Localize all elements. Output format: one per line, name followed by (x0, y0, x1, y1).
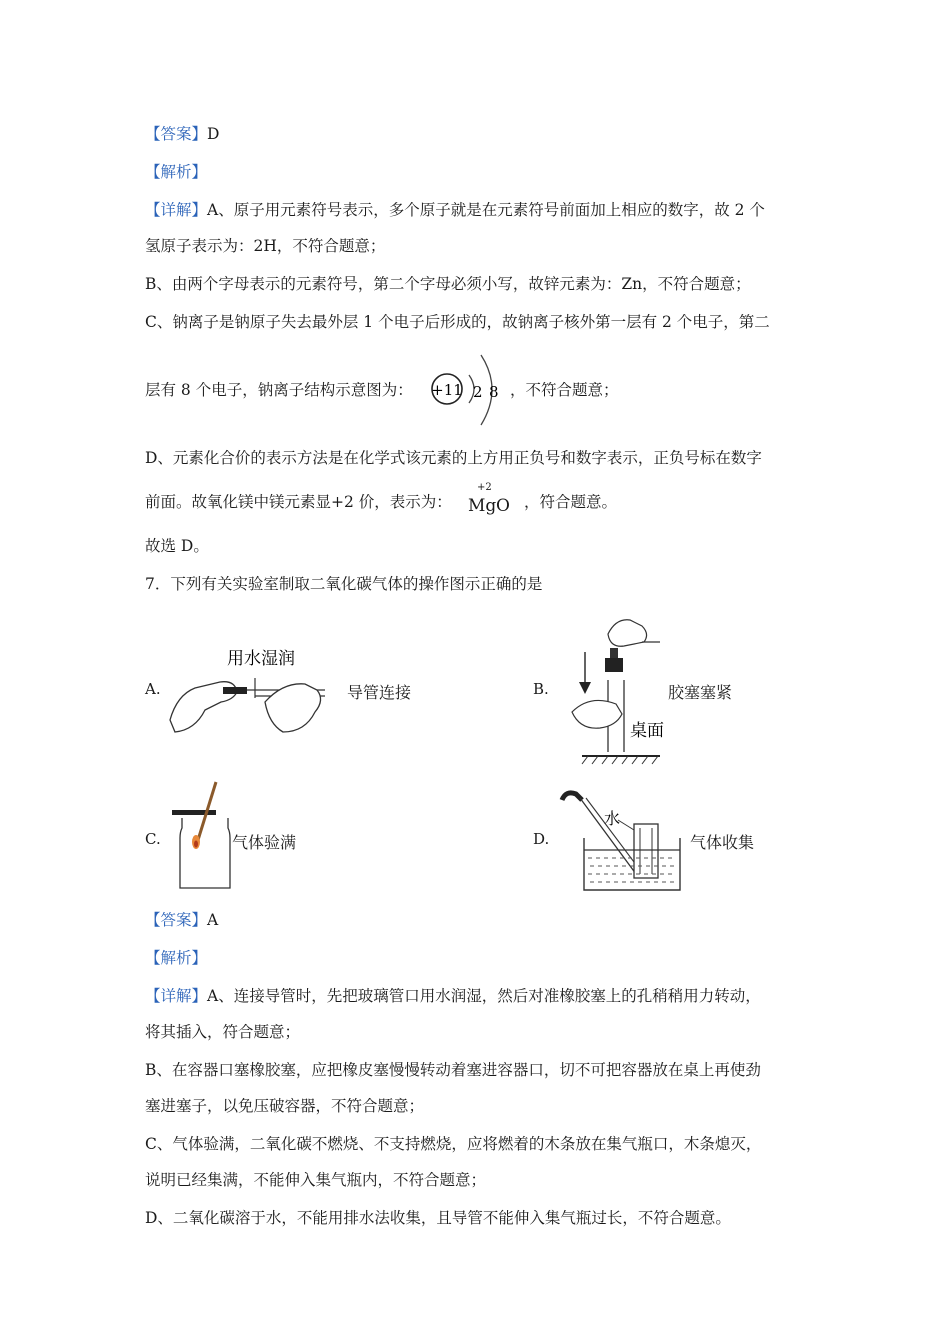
text-line: 说明已经集满，不能伸入集气瓶内，不符合题意； (145, 1171, 487, 1189)
text-line-mgo-suffix: ，符合题意。 (524, 493, 618, 511)
upper-hand (608, 620, 647, 646)
gas-bottle (180, 818, 230, 888)
option-c-letter: C. (145, 830, 161, 848)
rubber-tube (223, 687, 247, 694)
option-c-figure (168, 780, 238, 892)
option-b-letter: B. (533, 680, 549, 698)
text-line-na-suffix: ，不符合题意； (510, 381, 619, 399)
mgo-mg: Mg (468, 496, 497, 516)
shell2-electrons: 8 (489, 383, 499, 401)
question-7-stem: 7．下列有关实验室制取二氧化碳气体的操作图示正确的是 (145, 575, 543, 593)
right-hand (265, 684, 321, 732)
option-a-letter: A. (145, 680, 161, 698)
option-d-figure (552, 786, 687, 896)
option-a-caption: 导管连接 (347, 683, 412, 702)
analysis-tag: 【解析】 (145, 163, 208, 181)
text-line: C、气体验满，二氧化碳不燃烧、不支持燃烧，应将燃着的木条放在集气瓶口，木条熄灭， (145, 1135, 762, 1153)
option-a-figure (165, 640, 345, 740)
shell1-electrons: 2 (473, 383, 483, 401)
glass-plate (172, 810, 216, 815)
answer-line-q7 (145, 910, 218, 930)
option-b-figure (560, 612, 670, 770)
text-line: A、连接导管时，先把玻璃管口用水润湿，然后对准橡胶塞上的孔稍稍用力转动， (207, 987, 761, 1005)
detail-line (145, 200, 765, 220)
option-b-caption: 胶塞塞紧 (668, 683, 733, 702)
mgo-o: O (496, 496, 510, 516)
rubber-tube (562, 793, 582, 800)
mgo-charge: +2 (477, 482, 492, 493)
conclusion-line: 故选 D。 (145, 537, 209, 555)
answer-value: A (207, 911, 219, 929)
option-d-letter: D. (533, 830, 550, 848)
answer-tag: 【答案】 (145, 911, 208, 929)
stopper-top (610, 648, 618, 658)
text-line: 将其插入，符合题意； (145, 1023, 301, 1041)
text-line: D、元素化合价的表示方法是在化学式该元素的上方用正负号和数字表示，正负号标在数字 (145, 449, 762, 467)
text-line-mgo-prefix: 前面。故氧化镁中镁元素显+2 价，表示为： (145, 493, 452, 511)
text-line-na-prefix: 层有 8 个电子，钠离子结构示意图为： (145, 381, 413, 399)
text-line: B、在容器口塞橡胶塞，应把橡皮塞慢慢转动着塞进容器口，切不可把容器放在桌上再使劲 (145, 1061, 761, 1079)
text-line: C、钠离子是钠原子失去最外层 1 个电子后形成的，故钠离子核外第一层有 2 个电子，第二 (145, 313, 770, 331)
option-c-caption: 气体验满 (232, 833, 297, 852)
desk-label: 桌面 (630, 721, 664, 741)
text-line: A、原子用元素符号表示，多个原子就是在元素符号前面加上相应的数字，故 2 个 (207, 201, 765, 219)
text-line: B、由两个字母表示的元素符号，第二个字母必须小写，故锌元素为：Zn，不符合题意； (145, 275, 751, 293)
wet-label: 用水湿润 (227, 649, 295, 669)
nucleus-charge: +11 (431, 381, 463, 399)
lower-hand (572, 700, 622, 728)
collection-bottle (634, 824, 658, 878)
analysis-tag: 【解析】 (145, 949, 208, 967)
text-line: 氢原子表示为：2H，不符合题意； (145, 237, 386, 255)
option-d-caption: 气体收集 (690, 833, 755, 852)
water-label: 水 (604, 809, 621, 828)
sodium-ion-structure-diagram (425, 345, 515, 435)
detail-line (145, 986, 761, 1006)
answer-tag: 【答案】 (145, 125, 208, 143)
mgo-formula (468, 482, 518, 518)
rubber-stopper (605, 658, 623, 672)
text-line: D、二氧化碳溶于水，不能用排水法收集，且导管不能伸入集气瓶过长，不符合题意。 (145, 1209, 731, 1227)
text-line: 塞进塞子，以免压破容器，不符合题意； (145, 1097, 425, 1115)
answer-line-q6 (145, 124, 219, 144)
detail-tag: 【详解】 (145, 987, 208, 1005)
detail-tag: 【详解】 (145, 201, 208, 219)
down-arrow-icon (579, 682, 591, 694)
answer-value: D (207, 125, 220, 143)
